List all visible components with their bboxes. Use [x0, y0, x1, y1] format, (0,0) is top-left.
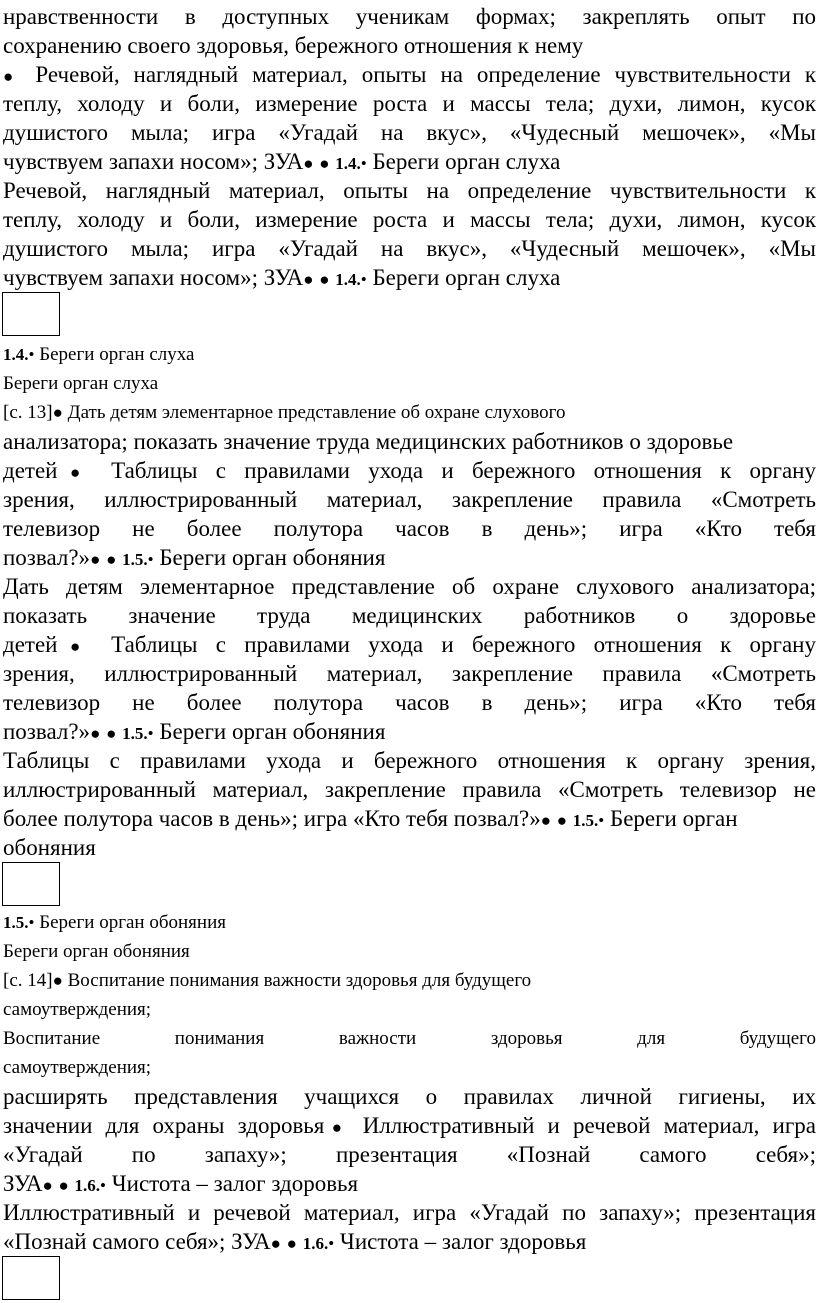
empty-table-cell — [2, 292, 60, 336]
text-line: детей● Таблицы с правилами ухода и бережного отношения к органу — [3, 632, 816, 657]
bullet-icon: ● — [540, 811, 551, 830]
text-line: сохранению своего здоровья, бережного отношения к нему — [3, 33, 584, 58]
text-line: «Познай самого себя»; ЗУА● ● 1.6.• Чистота – залог здоровья — [3, 1229, 587, 1254]
text-line: [с. 13]● Дать детям элементарное представление об охране слухового — [3, 402, 566, 423]
text-line: Речевой, наглядный материал, опыты на определение чувствительности к — [3, 178, 816, 203]
text-line: Дать детям элементарное представление об охране слухового анализатора; — [3, 574, 816, 599]
section-number: 1.5. — [3, 913, 29, 932]
text-line: обоняния — [3, 835, 96, 860]
bullet-icon: ● — [57, 463, 93, 482]
text-line: теплу, холоду и боли, измерение роста и массы тела; духи, лимон, кусок — [3, 207, 816, 232]
text-line: зрения, иллюстрированный материал, закрепление правила «Смотреть — [3, 487, 816, 512]
text-line: позвал?»● ● 1.5.• Береги орган обоняния — [3, 545, 386, 570]
bullet-icon: • — [360, 270, 367, 289]
bullet-icon: ● — [286, 1234, 297, 1253]
text-line: «Угадай по запаху»; презентация «Познай самого себя»; — [3, 1142, 816, 1167]
bullet-icon: ● — [90, 724, 101, 743]
bullet-icon: • — [598, 811, 605, 830]
bullet-icon: • — [147, 724, 154, 743]
page-reference: [с. 13] — [3, 402, 53, 423]
section-heading: Береги орган слуха — [3, 373, 159, 394]
bullet-icon: ● — [556, 811, 568, 830]
text-line: анализатора; показать значение труда медицинских работников о здоровье — [3, 429, 734, 454]
text-line: телевизор не более полутора часов в день»; игра «Кто тебя — [3, 516, 816, 541]
bullet-icon: ● — [3, 67, 22, 86]
bullet-icon: ● — [42, 1176, 53, 1195]
bullet-icon: • — [328, 1234, 335, 1253]
section-number: 1.4. — [335, 154, 361, 173]
text-line: ● Речевой, наглядный материал, опыты на определение чувствительности к — [3, 62, 816, 87]
bullet-icon: ● — [106, 550, 117, 569]
section-title: 1.4.• Береги орган слуха — [3, 344, 195, 365]
text-line: самоутверждения; — [3, 999, 152, 1020]
bullet-icon: ● — [57, 637, 93, 656]
section-number: 1.4. — [3, 345, 29, 364]
text-line: показать значение труда медицинских работников о здоровье — [3, 603, 816, 628]
section-number: 1.5. — [122, 550, 148, 569]
text-line: душистого мыла; игра «Угадай на вкус», «Чудесный мешочек», «Мы — [3, 236, 816, 261]
section-number: 1.4. — [335, 270, 361, 289]
text-line: теплу, холоду и боли, измерение роста и массы тела; духи, лимон, кусок — [3, 91, 816, 116]
text-line: значении для охраны здоровья● Иллюстративный и речевой материал, игра — [3, 1113, 816, 1138]
text-line: самоутверждения; — [3, 1057, 152, 1078]
section-heading: Береги орган обоняния — [3, 941, 190, 962]
section-number: 1.6. — [74, 1176, 101, 1195]
section-number: 1.6. — [302, 1234, 329, 1253]
text-line: зрения, иллюстрированный материал, закрепление правила «Смотреть — [3, 661, 816, 686]
text-line: ЗУА● ● 1.6.• Чистота – залог здоровья — [3, 1171, 359, 1196]
text-line: душистого мыла; игра «Угадай на вкус», «Чудесный мешочек», «Мы — [3, 120, 816, 145]
text-line: нравственности в доступных ученикам формах; закреплять опыт по — [3, 4, 816, 29]
bullet-icon: ● — [324, 1118, 350, 1137]
text-line: чувствуем запахи носом»; ЗУА● ● 1.4.• Береги орган слуха — [3, 149, 561, 174]
text-line: [с. 14]● Воспитание понимания важности здоровья для будущего — [3, 970, 532, 991]
section-number: 1.5. — [572, 811, 599, 830]
bullet-icon: • — [28, 345, 35, 364]
bullet-icon: ● — [270, 1234, 281, 1253]
text-line: Таблицы с правилами ухода и бережного отношения к органу зрения, — [3, 748, 816, 773]
text-line: иллюстрированный материал, закрепление правила «Смотреть телевизор не — [3, 777, 816, 802]
bullet-icon: ● — [319, 154, 330, 173]
bullet-icon: ● — [52, 971, 63, 990]
bullet-icon: ● — [303, 270, 314, 289]
text-line: более полутора часов в день»; игра «Кто тебя позвал?»● ● 1.5.• Береги орган — [3, 806, 738, 831]
bullet-icon: ● — [319, 270, 330, 289]
bullet-icon: ● — [90, 550, 101, 569]
text-line: Иллюстративный и речевой материал, игра «Угадай по запаху»; презентация — [3, 1200, 816, 1225]
empty-table-cell — [2, 862, 60, 906]
section-title: 1.5.• Береги орган обоняния — [3, 912, 226, 933]
text-line: телевизор не более полутора часов в день»; игра «Кто тебя — [3, 690, 816, 715]
bullet-icon: ● — [303, 154, 314, 173]
text-line: расширять представления учащихся о правилах личной гигиены, их — [3, 1084, 816, 1109]
section-number: 1.5. — [122, 724, 148, 743]
bullet-icon: ● — [52, 403, 63, 422]
bullet-icon: ● — [106, 724, 117, 743]
bullet-icon: • — [360, 154, 367, 173]
bullet-icon: ● — [58, 1176, 69, 1195]
text-line: чувствуем запахи носом»; ЗУА● ● 1.4.• Береги орган слуха — [3, 265, 561, 290]
empty-table-cell — [2, 1256, 60, 1300]
bullet-icon: • — [28, 913, 35, 932]
text-line: Воспитание понимания важности здоровья для будущего — [3, 1028, 816, 1049]
bullet-icon: • — [147, 550, 154, 569]
text-line: детей● Таблицы с правилами ухода и бережного отношения к органу — [3, 458, 816, 483]
page-reference: [с. 14] — [3, 970, 53, 991]
text-line: позвал?»● ● 1.5.• Береги орган обоняния — [3, 719, 386, 744]
bullet-icon: • — [100, 1176, 106, 1195]
